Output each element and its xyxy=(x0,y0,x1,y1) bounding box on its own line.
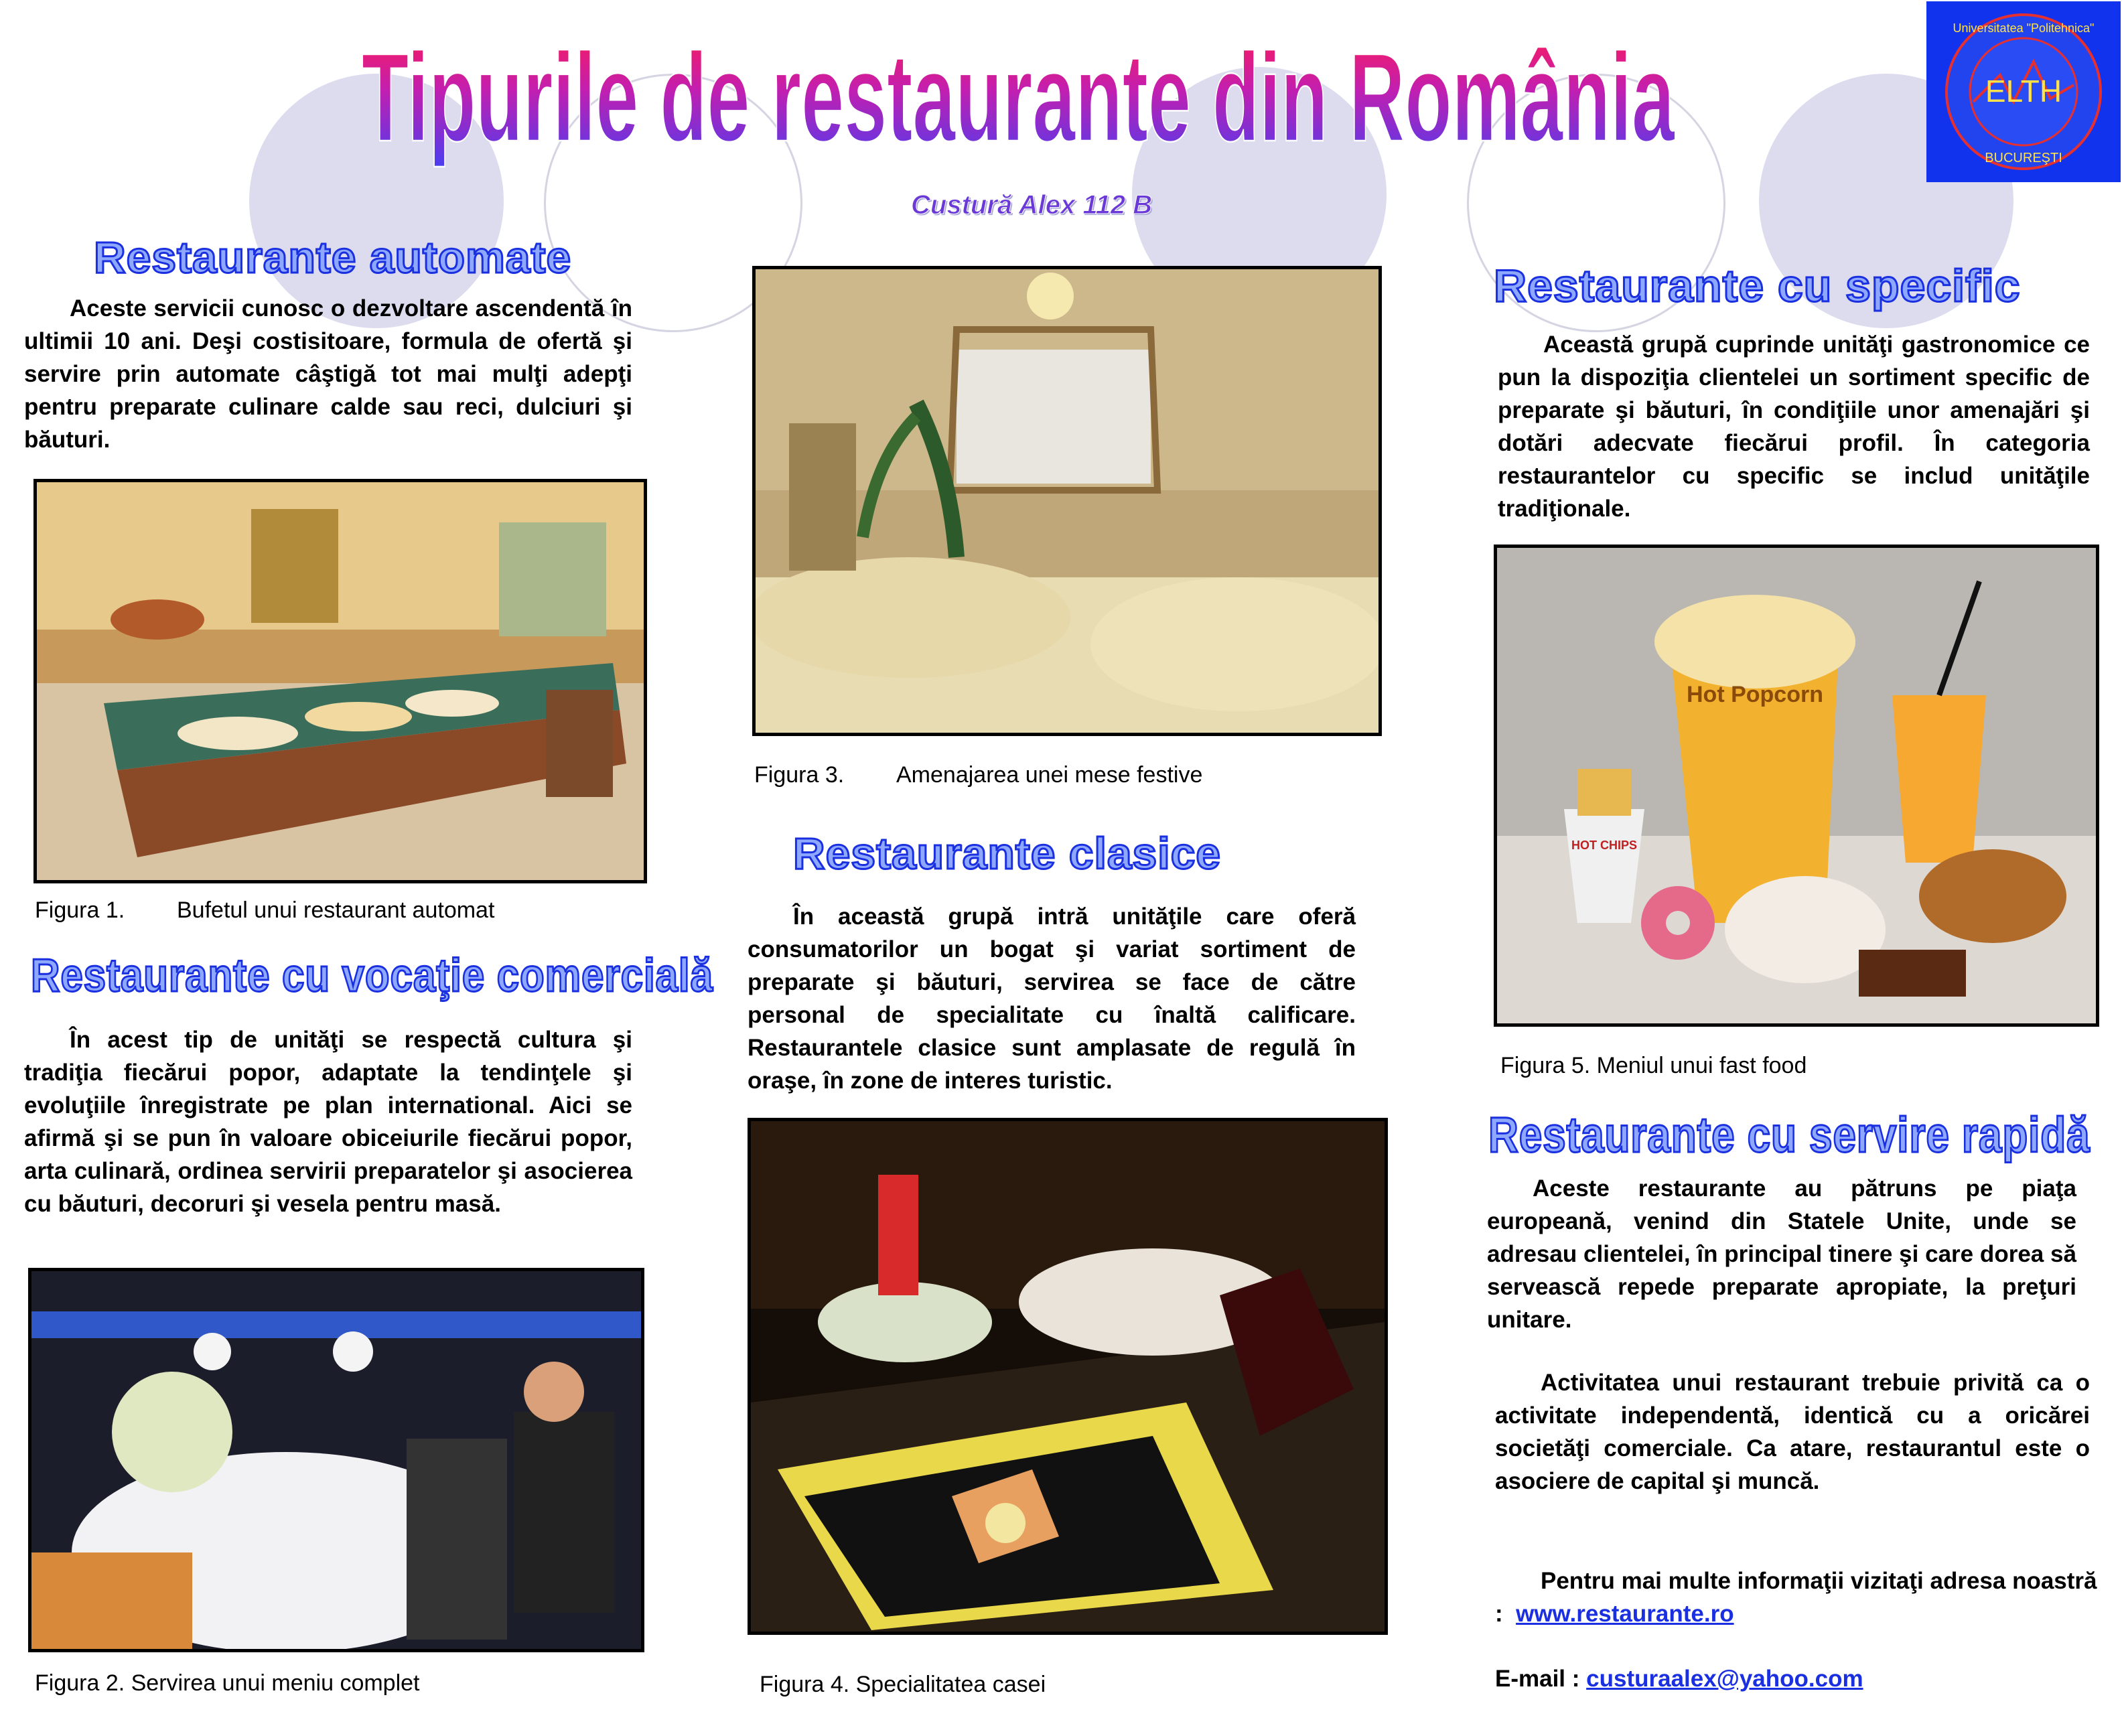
paragraph-comerciala: În acest tip de unităţi se respectă cultura şi tradiţia fiecărui popor, adaptate la tendinţele şi evoluţiile înregistrate pe plan international. Aici se afirmă şi se pun în valoare obiceiurile fiecărui popor, arta culinară, ordinea servirii preparatelor şi asocierea cu băuturi, decoruri şi vesela pentru masă. xyxy=(24,1027,632,1217)
svg-text:Hot Popcorn: Hot Popcorn xyxy=(1687,682,1823,707)
svg-text:BUCUREŞTI: BUCUREŞTI xyxy=(1985,151,2062,165)
contact-info xyxy=(1495,1565,2098,1695)
photo-specialty xyxy=(748,1118,1388,1635)
paragraph-specific: Această grupă cuprinde unităţi gastronomice ce pun la dispoziţia clientelei un sortiment specific de preparate şi băuturi, în condiţiile unor amenajări şi dotări adecvate fiecărui profil. În categoria restaurantelor cu specific se includ unităţile tradiţionale. xyxy=(1498,332,2090,522)
figure-3-number: Figura 3. xyxy=(754,762,845,788)
photo-serving xyxy=(28,1268,644,1652)
author-name: Custură Alex 112 B xyxy=(911,190,1153,220)
text-automate xyxy=(24,292,632,456)
photo-buffet xyxy=(33,479,647,883)
text-activitate xyxy=(1495,1366,2090,1498)
paragraph-clasice: În această grupă intră unităţile care oferă consumatorilor un bogat şi variat sortiment de preparate şi băuturi, servirea se face de către personal de specialitate cu înaltă calificare. Restaurantele clasice sunt amplasate de regulă în oraşe, în zone de interes turistic. xyxy=(748,903,1356,1094)
svg-text:HOT CHIPS: HOT CHIPS xyxy=(1571,839,1638,852)
caption-figure-4: Figura 4. Specialitatea casei xyxy=(760,1672,1046,1697)
website-link[interactable]: www.restaurante.ro xyxy=(1516,1601,1734,1627)
info-prefix: Pentru mai multe informaţii vizitaţi adresa noastră : xyxy=(1495,1568,2097,1627)
caption-figure-1 xyxy=(35,897,494,924)
text-specific xyxy=(1498,328,2090,525)
svg-text:Universitatea "Politehnica": Universitatea "Politehnica" xyxy=(1953,21,2095,35)
caption-figure-5: Figura 5. Meniul unui fast food xyxy=(1500,1053,1807,1078)
paragraph-rapida: Aceste restaurante au pătruns pe piaţa europeană, venind din Statele Unite, unde se adresau clientelei, în principal tinere şi care dorea să servească repede preparate apropiate, la preţuri unitare. xyxy=(1487,1175,2076,1333)
text-clasice xyxy=(748,900,1356,1097)
photo-festive xyxy=(752,266,1382,736)
figure-3-text: Amenajarea unei mese festive xyxy=(896,762,1203,788)
heading-comerciala: Restaurante cu vocaţie comercială xyxy=(31,949,713,1001)
figure-1-number: Figura 1. xyxy=(35,897,125,923)
svg-text:ELTH: ELTH xyxy=(1985,74,2062,108)
caption-figure-3 xyxy=(754,762,1202,788)
heading-automate: Restaurante automate xyxy=(94,232,572,282)
paragraph-automate: Aceste servicii cunosc o dezvoltare ascendentă în ultimii 10 ani. Deşi costisitoare, formula de ofertă şi servire prin automate câştigă tot mai mulţi adepţi pentru preparate culinare calde sau reci, dulciuri şi băuturi. xyxy=(24,295,632,453)
paragraph-activitate: Activitatea unui restaurant trebuie privită ca o activitate independentă, identică cu a oricărei societăţi comerciale. Ca atare, restaurantul este o asociere de capital şi muncă. xyxy=(1495,1370,2090,1494)
page-title xyxy=(348,7,1688,181)
text-rapida xyxy=(1487,1172,2076,1336)
heading-specific: Restaurante cu specific xyxy=(1494,261,2021,311)
caption-figure-2: Figura 2. Servirea unui meniu complet xyxy=(35,1670,420,1696)
svg-text:Tipurile de restaurante din Ro: Tipurile de restaurante din România xyxy=(361,26,1676,167)
photo-fast-food xyxy=(1494,545,2099,1027)
text-comerciala xyxy=(24,1023,632,1220)
heading-rapida: Restaurante cu servire rapidă xyxy=(1488,1107,2091,1163)
university-logo xyxy=(1926,1,2121,182)
heading-clasice: Restaurante clasice xyxy=(793,828,1222,878)
email-link[interactable]: custuraalex@yahoo.com xyxy=(1586,1666,1863,1692)
email-label: E-mail : xyxy=(1495,1666,1580,1692)
figure-1-text: Bufetul unui restaurant automat xyxy=(177,897,495,923)
